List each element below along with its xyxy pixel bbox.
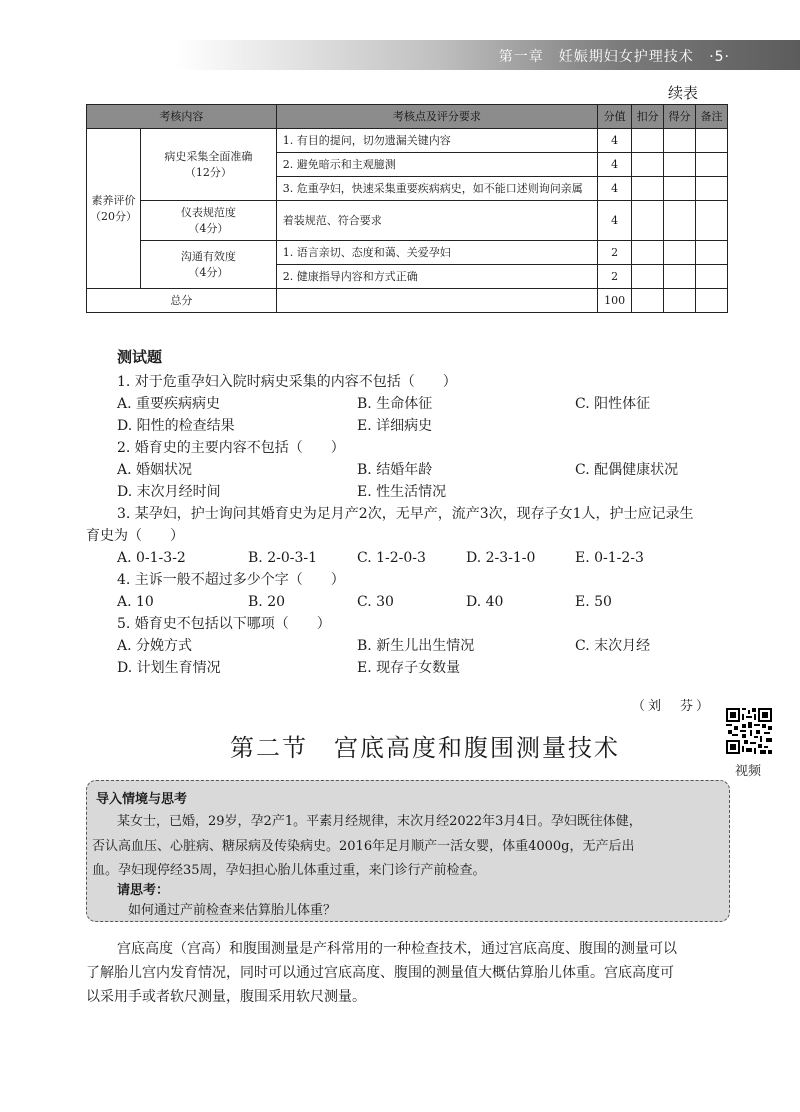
- think-question: 如何通过产前检查来估算胎儿体重？: [128, 903, 337, 918]
- value-cell: 2: [598, 241, 632, 265]
- chapter-title: 第一章 妊娠期妇女护理技术: [498, 49, 694, 65]
- option: E. 0-1-2-3: [575, 550, 644, 566]
- point-cell: 着装规范、符合要求: [276, 201, 597, 241]
- option: B. 结婚年龄: [357, 462, 433, 478]
- question-4: 4. 主诉一般不超过多少个字（ ）: [117, 572, 345, 588]
- chapter-header: [499, 46, 730, 66]
- point-cell: 2. 健康指导内容和方式正确: [276, 265, 597, 289]
- header-value: 分值: [598, 105, 632, 129]
- option: A. 分娩方式: [117, 638, 193, 654]
- option: C. 阳性体征: [575, 396, 651, 412]
- option: B. 生命体征: [357, 396, 433, 412]
- body-line: 宫底高度（宫高）和腹围测量是产科常用的一种检查技术，通过宫底高度、腹围的测量可以: [117, 941, 677, 957]
- option: D. 计划生育情况: [117, 660, 221, 676]
- option: B. 2-0-3-1: [248, 550, 318, 566]
- group-cell: [87, 129, 141, 289]
- question-5: 5. 婚育史不包括以下哪项（ ）: [117, 616, 331, 632]
- body-line: 了解胎儿宫内发育情况，同时可以通过宫底高度、腹围的测量值大概估算胎儿体重。宫底高度可: [86, 965, 674, 981]
- sub-cell: [140, 129, 276, 201]
- point-cell: 3. 危重孕妇，快速采集重要疾病病史，如不能口述则询问亲属: [276, 177, 597, 201]
- video-label: 视频: [735, 764, 762, 779]
- sub-score: （4分）: [188, 265, 229, 279]
- table-row: [87, 129, 728, 153]
- option: C. 配偶健康状况: [575, 462, 679, 478]
- header-deduct: 扣分: [632, 105, 664, 129]
- continued-label: 续表: [668, 84, 699, 102]
- option: E. 详细病史: [357, 418, 433, 434]
- intro-line: 否认高血压、心脏病、糖尿病及传染病史。2016年足月顺产一活女婴，体重4000g，无产后出: [92, 839, 635, 854]
- value-cell: 2: [598, 265, 632, 289]
- page-number: ·5·: [709, 49, 730, 65]
- table-row-total: [87, 289, 728, 313]
- option: A. 婚姻状况: [117, 462, 193, 478]
- value-cell: 4: [598, 153, 632, 177]
- question-2: 2. 婚育史的主要内容不包括（ ）: [117, 440, 345, 456]
- sub-score: （4分）: [188, 221, 229, 235]
- header-content: 考核内容: [87, 105, 277, 129]
- option: E. 现存子女数量: [357, 660, 461, 676]
- total-label: 总分: [87, 289, 277, 313]
- total-value: 100: [598, 289, 632, 313]
- header-note: 备注: [696, 105, 728, 129]
- group-score: （20分）: [89, 209, 137, 223]
- sub-label: 仪表规范度: [180, 205, 236, 219]
- option: C. 30: [357, 594, 394, 610]
- option: D. 40: [466, 594, 504, 610]
- option: A. 重要疾病病史: [117, 396, 221, 412]
- think-label: 请思考：: [117, 883, 170, 898]
- point-cell: 1. 语言亲切、态度和蔼、关爱孕妇: [276, 241, 597, 265]
- option: E. 性生活情况: [357, 484, 447, 500]
- intro-line: 某女士，已婚，29岁，孕2产1。平素月经规律，末次月经2022年3月4日。孕妇既往体健，: [117, 814, 642, 829]
- option: D. 2-3-1-0: [466, 550, 536, 566]
- option: D. 末次月经时间: [117, 484, 221, 500]
- option: E. 50: [575, 594, 612, 610]
- sub-score: （12分）: [184, 165, 232, 179]
- question-1: 1. 对于危重孕妇入院时病史采集的内容不包括（ ）: [117, 374, 457, 390]
- value-cell: 4: [598, 177, 632, 201]
- value-cell: 4: [598, 129, 632, 153]
- option: A. 0-1-3-2: [117, 550, 186, 566]
- option: B. 新生儿出生情况: [357, 638, 475, 654]
- header-score: 得分: [664, 105, 696, 129]
- value-cell: 4: [598, 201, 632, 241]
- option: D. 阳性的检查结果: [117, 418, 235, 434]
- qr-code-icon[interactable]: [726, 708, 772, 754]
- group-label: 素养评价: [91, 193, 136, 207]
- section-heading: 第二节 宫底高度和腹围测量技术: [230, 734, 620, 762]
- table-row: [87, 241, 728, 265]
- option: A. 10: [117, 594, 154, 610]
- sub-label: 病史采集全面准确: [164, 149, 253, 163]
- header-points: 考核点及评分要求: [276, 105, 597, 129]
- point-cell: 1. 有目的提问，切勿遗漏关键内容: [276, 129, 597, 153]
- option: C. 1-2-0-3: [357, 550, 426, 566]
- author: （刘 芬）: [632, 699, 713, 714]
- question-3: 3. 某孕妇，护士询问其婚育史为足月产2次，无早产，流产3次，现存子女1人，护士应记录生: [117, 506, 694, 522]
- assessment-table: [86, 104, 728, 313]
- sub-cell: [140, 241, 276, 289]
- option: C. 末次月经: [575, 638, 651, 654]
- sub-label: 沟通有效度: [180, 249, 236, 263]
- option: B. 20: [248, 594, 286, 610]
- test-title: 测试题: [117, 348, 163, 366]
- table-row: [87, 201, 728, 241]
- intro-line: 血。孕妇现停经35周，孕妇担心胎儿体重过重，来门诊行产前检查。: [92, 863, 486, 878]
- sub-cell: [140, 201, 276, 241]
- point-cell: 2. 避免暗示和主观臆测: [276, 153, 597, 177]
- intro-title: 导入情境与思考: [96, 792, 188, 807]
- body-line: 以采用手或者软尺测量，腹围采用软尺测量。: [86, 989, 366, 1005]
- question-3-cont: 育史为（ ）: [86, 528, 184, 544]
